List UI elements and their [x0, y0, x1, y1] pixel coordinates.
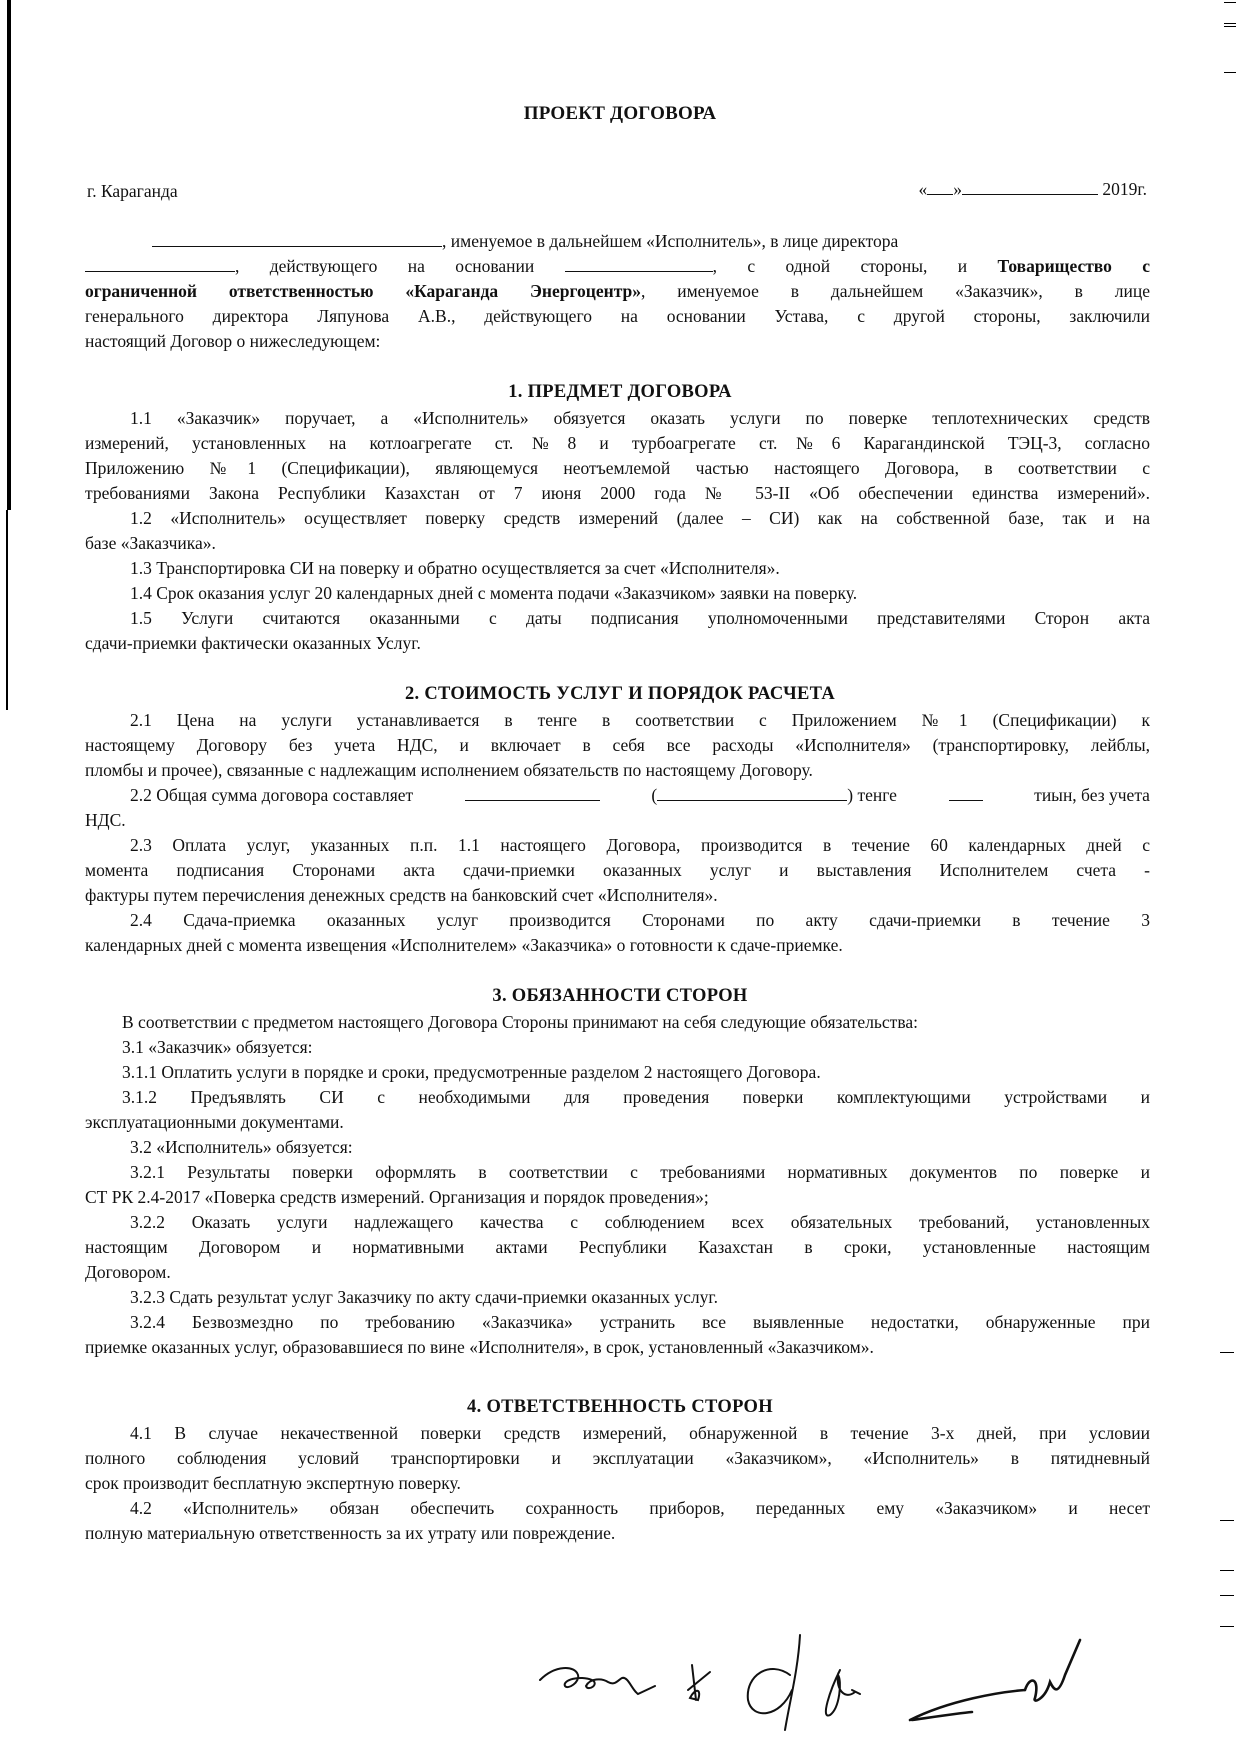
preamble-text: , с одной стороны, и	[712, 256, 968, 276]
scan-mark	[1220, 1570, 1234, 1571]
section-3-line: 3.1.2 Предъявлять СИ с необходимыми для проведения поверки комплектующими устройствами и	[122, 1087, 1150, 1107]
section-1-line: Приложению №1 (Спецификации), являющемуся неотъемлемой частью настоящего Договора, в соответствии с	[85, 458, 1150, 478]
customer-name-bold: Товарищество с	[997, 256, 1151, 276]
section-4-line: 4.1 В случае некачественной поверки средств измерений, обнаруженной в течение 3-х дней, при условии	[130, 1423, 1150, 1443]
preamble-text: , действующего на основании	[235, 256, 535, 276]
month-blank	[962, 178, 1098, 195]
preamble-line	[85, 279, 1150, 303]
scan-mark	[1224, 72, 1236, 73]
section-3-line: 3.2.3 Сдать результат услуг Заказчику по акту сдачи-приемки оказанных услуг.	[130, 1287, 718, 1307]
section-1-line: 1.3 Транспортировка СИ на поверку и обратно осуществляется за счет «Исполнителя».	[130, 558, 780, 578]
scan-edge-artifact	[7, 0, 11, 510]
section-1-line: базе «Заказчика».	[85, 533, 216, 553]
section-2-line: НДС.	[85, 810, 126, 830]
section-2-line: 2.1 Цена на услуги устанавливается в тенге в соответствии с Приложением №1 (Спецификации) к	[130, 710, 1150, 730]
preamble-text: именуемое в дальнейшем «Исполнитель», в лице директора	[450, 231, 899, 251]
amount-figures-blank	[465, 784, 600, 801]
signature-2-icon	[688, 1665, 710, 1700]
section-2-heading: 2. СТОИМОСТЬ УСЛУГ И ПОРЯДОК РАСЧЕТА	[404, 684, 836, 704]
scan-mark	[1220, 1595, 1234, 1596]
day-blank	[927, 178, 953, 195]
date-close-quote: »	[953, 179, 963, 199]
signature-1-icon	[540, 1668, 655, 1694]
basis-blank	[565, 255, 713, 272]
amount-words	[651, 783, 897, 807]
preamble-text: , именуемое в дальнейшем «Заказчик», в лице	[640, 281, 1150, 301]
section-3-line: эксплуатационными документами.	[85, 1112, 344, 1132]
date-open-quote: «	[918, 179, 928, 199]
date-year: 2019г.	[1102, 179, 1147, 199]
section-3-line: настоящим Договором и нормативными актами Республики Казахстан в сроки, установленные настоящим	[85, 1237, 1150, 1257]
section-3-line: 3.1 «Заказчик» обязуется:	[122, 1037, 313, 1057]
section-4-line: срок производит бесплатную экспертную поверку.	[85, 1473, 461, 1493]
customer-name-bold: ограниченной ответственностью «Караганда Энергоцентр»	[85, 281, 641, 301]
section-3-line: 3.2 «Исполнитель» обязуется:	[130, 1137, 353, 1157]
director-name-blank	[85, 255, 235, 272]
scan-mark	[1220, 1520, 1234, 1521]
section-2-line: календарных дней с момента извещения «Исполнителем» «Заказчика» о готовности к сдаче-приемке.	[85, 935, 843, 955]
tenge-label: ) тенге	[847, 785, 897, 805]
scan-mark	[1220, 1352, 1234, 1353]
scan-mark	[1224, 2, 1236, 3]
signature-5-icon	[910, 1640, 1080, 1720]
amount-label: 2.2 Общая сумма договора составляет	[130, 785, 414, 805]
open-paren: (	[651, 785, 658, 805]
contract-date	[919, 178, 1147, 200]
section-1-line: 1.1 «Заказчик» поручает, а «Исполнитель» обязуется оказать услуги по поверке теплотехнических средств	[130, 408, 1150, 428]
tiyn-blank	[949, 784, 983, 801]
signatures	[520, 1620, 1160, 1740]
signature-4-icon	[826, 1670, 860, 1716]
section-3-line: 3.2.2 Оказать услуги надлежащего качества с соблюдением всех обязательных требований, установленных	[130, 1212, 1150, 1232]
section-3-line: 3.1.1 Оплатить услуги в порядке и сроки, предусмотренные разделом 2 настоящего Договора.	[122, 1062, 821, 1082]
section-3-line: В соответствии с предметом настоящего Договора Стороны принимают на себя следующие обязательства:	[122, 1012, 918, 1032]
section-4-line: 4.2 «Исполнитель» обязан обеспечить сохранность приборов, переданных ему «Заказчиком» и несет	[130, 1498, 1150, 1518]
section-1-line: требованиями Закона Республики Казахстан от 7 июня 2000 года № 53-II «Об обеспечении единства измерений».	[85, 483, 1150, 503]
section-2-line: 2.3 Оплата услуг, указанных п.п. 1.1 настоящего Договора, производится в течение 60 календарных дней с	[130, 835, 1150, 855]
amount-words-blank	[657, 784, 847, 801]
section-2-line: настоящему Договору без учета НДС, и включает в себя все расходы «Исполнителя» (транспортировку, лейблы,	[85, 735, 1150, 755]
section-1-line: 1.5 Услуги считаются оказанными с даты подписания уполномоченными представителями Сторон акта	[130, 608, 1150, 628]
signature-3-icon	[748, 1635, 800, 1730]
section-1-line: сдачи-приемки фактически оказанных Услуг.	[85, 633, 421, 653]
section-3-line: приемке оказанных услуг, образовавшиеся по вине «Исполнителя», в срок, установленный «Заказчиком».	[85, 1337, 874, 1357]
scan-mark	[1224, 23, 1236, 24]
scan-edge-artifact	[6, 510, 8, 710]
section-4-heading: 4. ОТВЕТСТВЕННОСТЬ СТОРОН	[467, 1397, 773, 1417]
section-2-line: пломбы и прочее), связанные с надлежащим исполнением обязательств по настоящему Договору.	[85, 760, 813, 780]
preamble-line: генерального директора Ляпунова А.В., действующего на основании Устава, с другой стороны, заключили	[85, 306, 1150, 326]
executor-name-blank	[152, 230, 442, 247]
scan-mark	[1224, 26, 1236, 27]
section-1-line: измерений, установленных на котлоагрегате ст.№8 и турбоагрегате ст.№6 Карагандинской ТЭЦ-3, согласно	[85, 433, 1150, 453]
section-1-line: 1.2 «Исполнитель» осуществляет поверку средств измерений (далее – СИ) как на собственной базе, так и на	[130, 508, 1150, 528]
scan-mark	[1220, 1626, 1234, 1627]
section-2-line: 2.4 Сдача-приемка оказанных услуг производится Сторонами по акту сдачи-приемки в течение 3	[130, 910, 1150, 930]
preamble-line	[85, 254, 1150, 278]
section-1-heading: 1. ПРЕДМЕТ ДОГОВОРА	[508, 382, 732, 402]
section-2-amount-line	[130, 783, 1150, 807]
section-2-line: момента подписания Сторонами акта сдачи-приемки оказанных услуг и выставления Исполнителем счета -	[85, 860, 1150, 880]
preamble-line: настоящий Договор о нижеследующем:	[85, 331, 381, 351]
section-3-line: 3.2.1 Результаты поверки оформлять в соответствии с требованиями нормативных документов по поверке и	[130, 1162, 1150, 1182]
section-3-line: СТ РК 2.4-2017 «Поверка средств измерений. Организация и порядок проведения»;	[85, 1187, 709, 1207]
section-4-line: полную материальную ответственность за их утрату или повреждение.	[85, 1523, 616, 1543]
tiyn-label: тиын, без учета	[1034, 785, 1150, 805]
section-3-line: 3.2.4 Безвозмездно по требованию «Заказчика» устранить все выявленные недостатки, обнаруженные при	[130, 1312, 1150, 1332]
section-4-line: полного соблюдения условий транспортировки и эксплуатации «Заказчиком», «Исполнитель» в пятидневный	[85, 1448, 1150, 1468]
section-3-line: Договором.	[85, 1262, 171, 1282]
contract-city: г. Караганда	[87, 181, 178, 201]
section-1-line: 1.4 Срок оказания услуг 20 календарных дней с момента подачи «Заказчиком» заявки на поверку.	[130, 583, 858, 603]
preamble-line: , именуемое в дальнейшем «Исполнитель», в лице директора	[152, 229, 1150, 253]
document-title: ПРОЕКТ ДОГОВОРА	[523, 103, 717, 124]
section-2-line: фактуры путем перечисления денежных средств на банковский счет «Исполнителя».	[85, 885, 718, 905]
section-3-heading: 3. ОБЯЗАННОСТИ СТОРОН	[492, 986, 748, 1006]
